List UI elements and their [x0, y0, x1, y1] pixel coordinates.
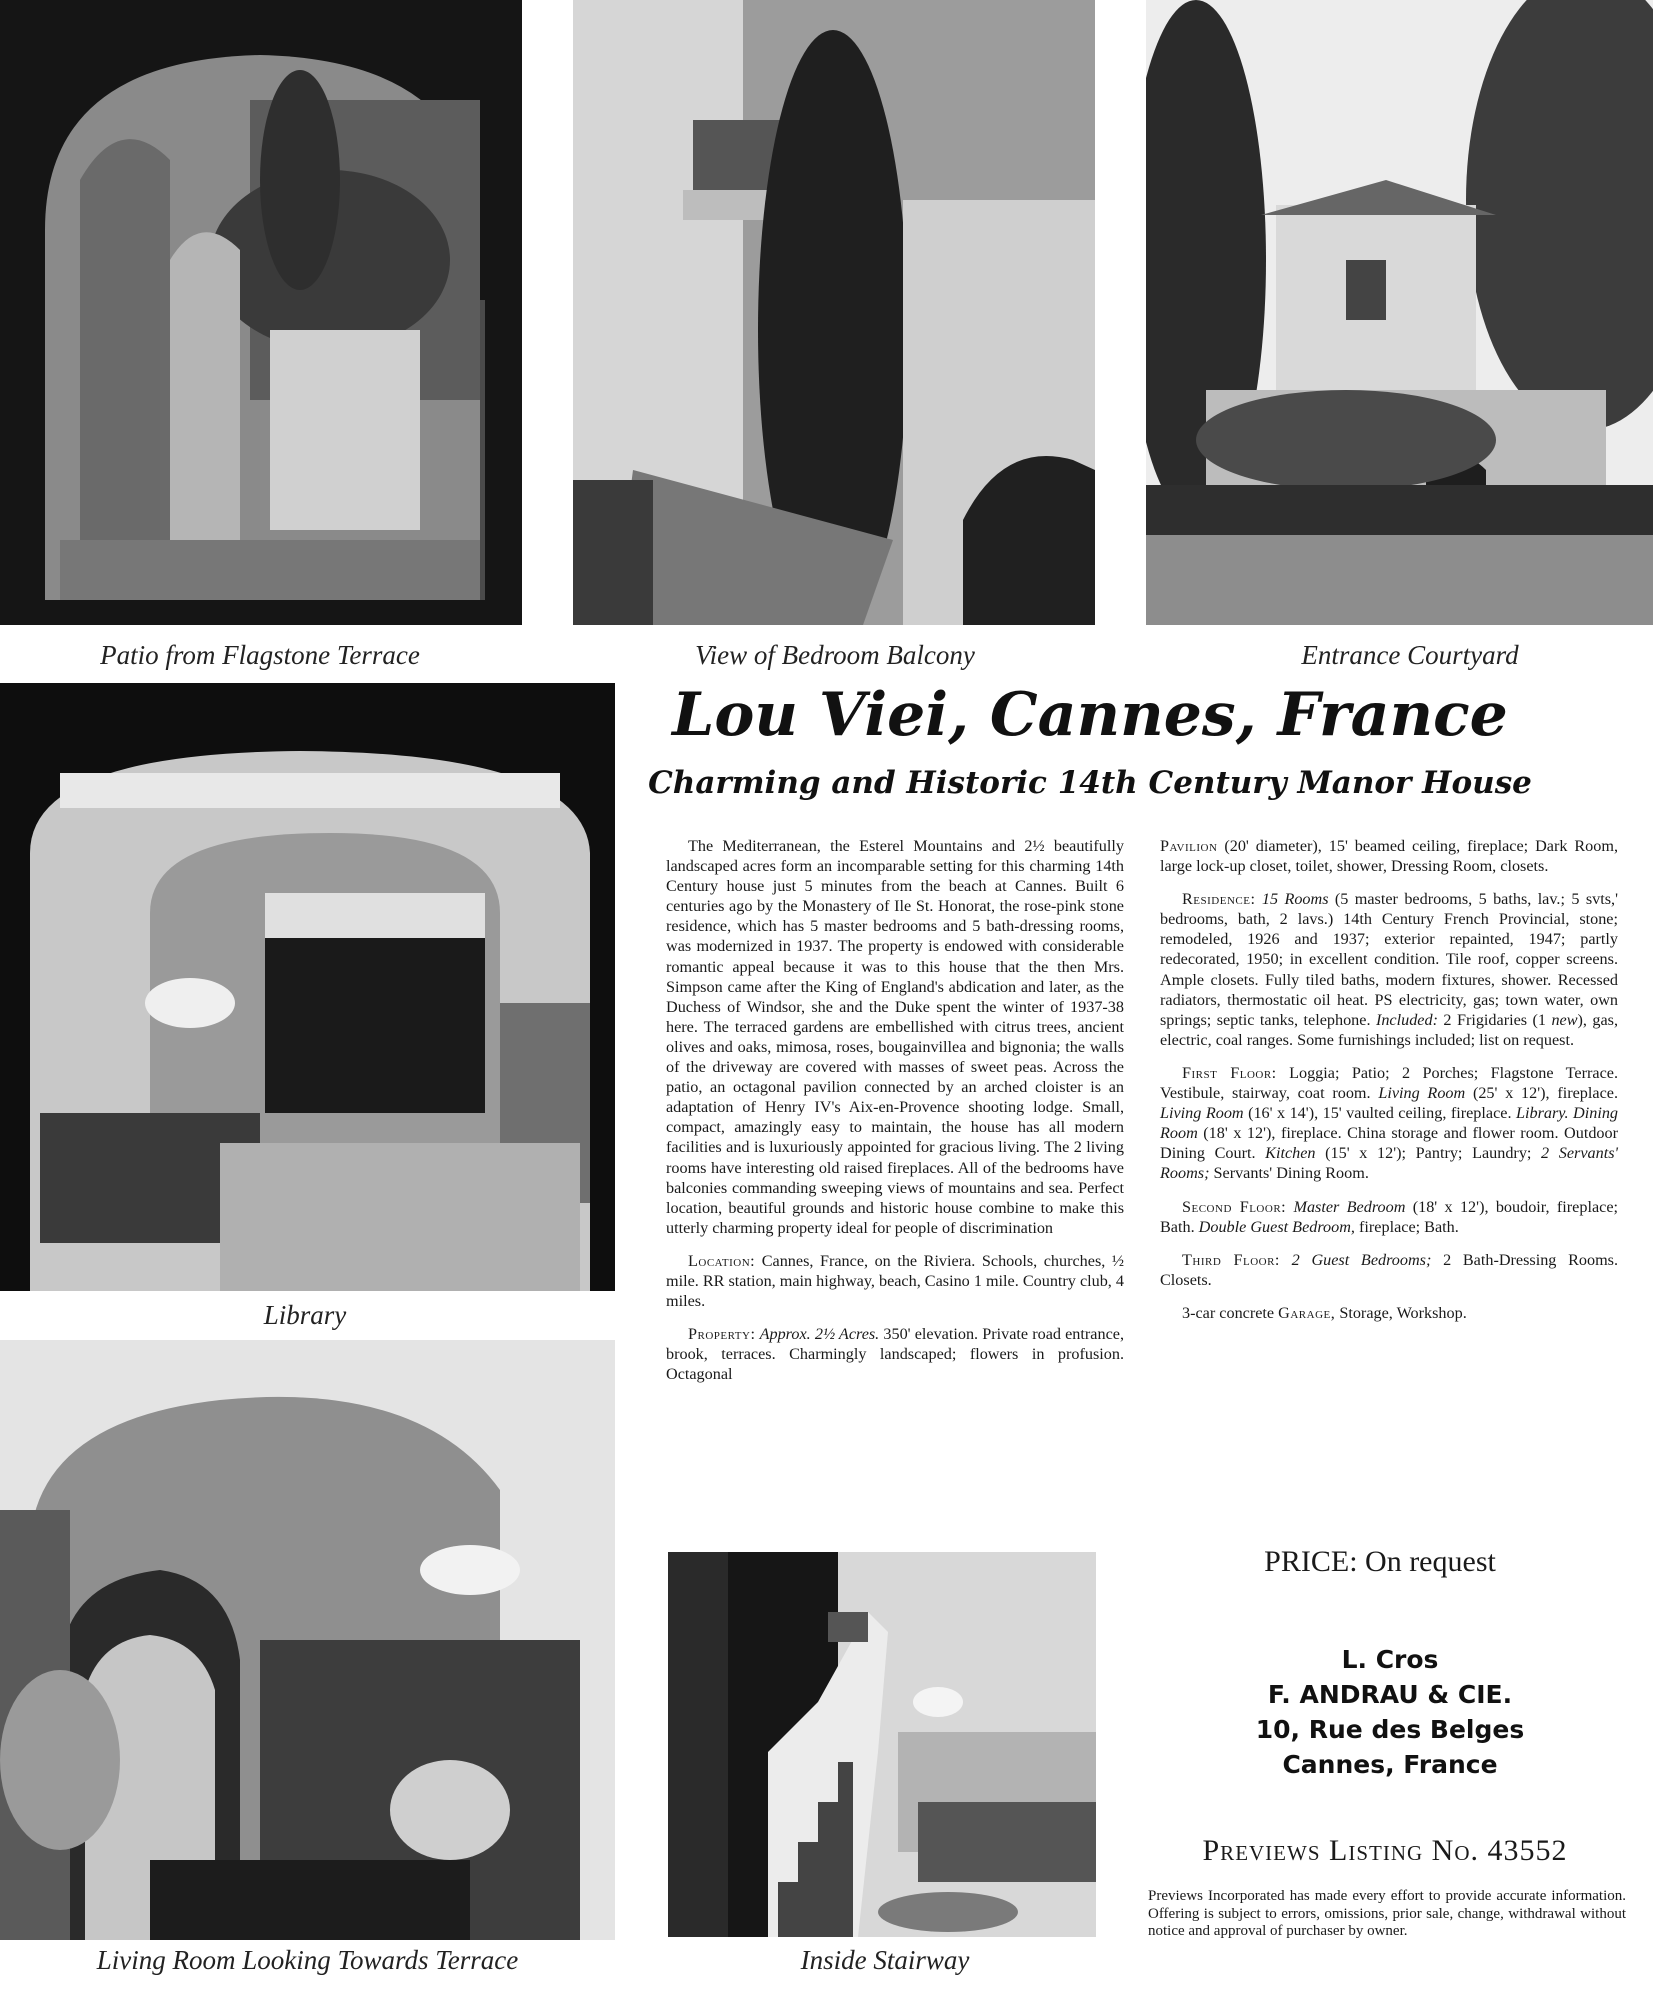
garage-post: Storage, Workshop.: [1339, 1303, 1467, 1322]
first-floor-italic-5: 2 Servants' Rooms;: [1160, 1144, 1618, 1183]
balcony-photo: [573, 0, 1095, 625]
text-column-left: [666, 836, 1124, 1397]
page-subtitle: Charming and Historic 14th Century Manor House: [648, 765, 1532, 801]
patio-caption: Patio from Flagstone Terrace: [100, 640, 420, 670]
first-floor-label: First Floor:: [1182, 1063, 1277, 1082]
third-floor-text-1: 2 Bath-Dressing Rooms. Closets.: [1160, 1250, 1619, 1289]
price: PRICE: On request: [1264, 1545, 1496, 1578]
property-label: Property:: [688, 1325, 756, 1344]
included-label: Included:: [1375, 1010, 1438, 1029]
disclaimer: Previews Incorporated has made every effort to provide accurate information. Offering is subject to errors, omissions, prior sale, change, withdrawal without notice and approval of purchaser by owner.: [1148, 1888, 1626, 1939]
library-caption: Library: [263, 1300, 347, 1330]
residence-text: (5 master bedrooms, 5 baths, lav.; 5 svts,' bedrooms, bath, 2 lavs.) 14th Century French Provincial, stone; remodeled, 1926 and 1937; exterior repainted, 1947; partly redecorated, 1950; in excellent condition. Tile roof, copper screens. Ample closets. Fully tiled baths, modern fixtures, shower. Recessed radiators, thermostatic oil heat. PS electricity, gas; town water, own springs; septic tanks, telephone.: [1160, 890, 1618, 1029]
living-room-caption: Living Room Looking Towards Terrace: [96, 1945, 519, 1975]
first-floor-text-3: (16' x 14'), 15' vaulted ceiling, fireplace.: [1248, 1104, 1512, 1123]
second-floor-paragraph: [1160, 1197, 1618, 1237]
first-floor-text-1: Loggia; Patio; 2 Porches; Flagstone Terrace. Vestibule, stairway, coat room.: [1160, 1063, 1619, 1103]
first-floor-italic-1: Living Room: [1378, 1084, 1466, 1103]
stairway-caption: Inside Stairway: [800, 1945, 970, 1975]
residence-text-2: 2 Frigidaries (1: [1443, 1010, 1546, 1029]
garage-paragraph: [1160, 1303, 1618, 1323]
garage-pre: 3-car concrete: [1182, 1303, 1275, 1322]
library-photo: [0, 683, 615, 1291]
residence-label: Residence:: [1182, 890, 1256, 909]
first-floor-text-5: (15' x 12'); Pantry; Laundry;: [1325, 1144, 1532, 1163]
location-paragraph: [666, 1251, 1124, 1311]
residence-rooms: 15 Rooms: [1261, 890, 1329, 909]
first-floor-text-2: (25' x 12'), fireplace.: [1472, 1084, 1618, 1103]
residence-paragraph: [1160, 889, 1618, 1050]
third-floor-italic-1: 2 Guest Bedrooms;: [1291, 1250, 1432, 1269]
third-floor-label: Third Floor:: [1182, 1250, 1280, 1269]
first-floor-italic-2: Living Room: [1160, 1104, 1244, 1123]
stairway-photo: [668, 1552, 1096, 1937]
second-floor-text-1: (18' x 12'), boudoir, fireplace; Bath.: [1160, 1197, 1618, 1236]
description-paragraph: The Mediterranean, the Esterel Mountains and 2½ beautifully landscaped acres form an incomparable setting for this charming 14th Century house just 5 minutes from the beach at Cannes. Built 6 centuries ago by the Monastery of Ile St. Honorat, the rose-pink stone residence, which has 5 master bedrooms and 5 bath-dressing rooms, was modernized in 1937. The property is endowed with considerable romantic appeal because it was to this house that the then Mrs. Simpson came after the King of England's abdication and later, as the Duchess of Windsor, she and the Duke spent the winter of 1937-38 here. The terraced gardens are embellished with citrus trees, ancient olives and oaks, mimosa, roses, bougainvillea and bignonia; the walls of the driveway are covered with masses of sweet peas. Across the patio, an octagonal pavilion connected by an arched cloister is an adaptation of Henry IV's Aix-en-Provence shooting lodge. Small, compact, amazingly easy to maintain, the house has all modern facilities and is luxuriously appointed for gracious living. The 2 living rooms have interesting old raised fireplaces. All of the bedrooms have balconies commanding sweeping views of mountains and sea. Perfect location, beautiful grounds and historic house combine to make this utterly charming property ideal for people of discrimination: [666, 837, 1124, 1237]
patio-photo: [0, 0, 522, 625]
first-floor-italic-3: Library. Dining Room: [1160, 1104, 1619, 1143]
location-label: Location:: [688, 1251, 756, 1270]
agent-city: Cannes, France: [1282, 1750, 1498, 1779]
agent-name: L. Cros: [1341, 1645, 1439, 1674]
new-word: new: [1551, 1010, 1578, 1029]
property-text: 350' elevation. Private road entrance, brook, terraces. Charmingly landscaped; flowers in profusion. Octagonal: [666, 1325, 1124, 1384]
agent-company: F. ANDRAU & CIE.: [1267, 1680, 1513, 1709]
balcony-caption: View of Bedroom Balcony: [695, 640, 975, 670]
second-floor-text-2: fireplace; Bath.: [1359, 1217, 1459, 1236]
pavilion-paragraph: [1160, 836, 1618, 876]
residence-text-3: ), gas, electric, coal ranges. Some furnishings included; list on request.: [1160, 1010, 1619, 1049]
agent-block: [1190, 1642, 1590, 1782]
living-room-photo: [0, 1340, 615, 1940]
page-title: Lou Viei, Cannes, France: [672, 680, 1508, 750]
listing-number: Previews Listing No. 43552: [1202, 1834, 1568, 1867]
property-paragraph: [666, 1324, 1124, 1384]
pavilion-label: Pavilion: [1160, 837, 1218, 855]
third-floor-paragraph: [1160, 1250, 1618, 1290]
agent-street: 10, Rue des Belges: [1255, 1715, 1525, 1744]
pavilion-text: (20' diameter), 15' beamed ceiling, fireplace; Dark Room, large lock-up closet, toilet, shower, Dressing Room, closets.: [1160, 837, 1619, 876]
first-floor-text-4: (18' x 12'), fireplace. China storage and flower room. Outdoor Dining Court.: [1160, 1124, 1618, 1163]
first-floor-italic-4: Kitchen: [1265, 1144, 1316, 1163]
second-floor-italic-1: Master Bedroom: [1293, 1197, 1406, 1216]
courtyard-caption: Entrance Courtyard: [1301, 640, 1519, 670]
property-acres: Approx. 2½ Acres.: [759, 1325, 880, 1344]
courtyard-photo: [1146, 0, 1653, 625]
text-column-right: [1160, 836, 1618, 1336]
garage-label: Garage,: [1278, 1303, 1336, 1322]
first-floor-paragraph: [1160, 1063, 1618, 1184]
second-floor-italic-2: Double Guest Bedroom,: [1198, 1217, 1355, 1236]
location-text: Cannes, France, on the Riviera. Schools, churches, ½ mile. RR station, main highway, beach, Casino 1 mile. Country club, 4 miles.: [666, 1251, 1124, 1311]
second-floor-label: Second Floor:: [1182, 1197, 1287, 1216]
first-floor-text-6: Servants' Dining Room.: [1213, 1164, 1369, 1183]
